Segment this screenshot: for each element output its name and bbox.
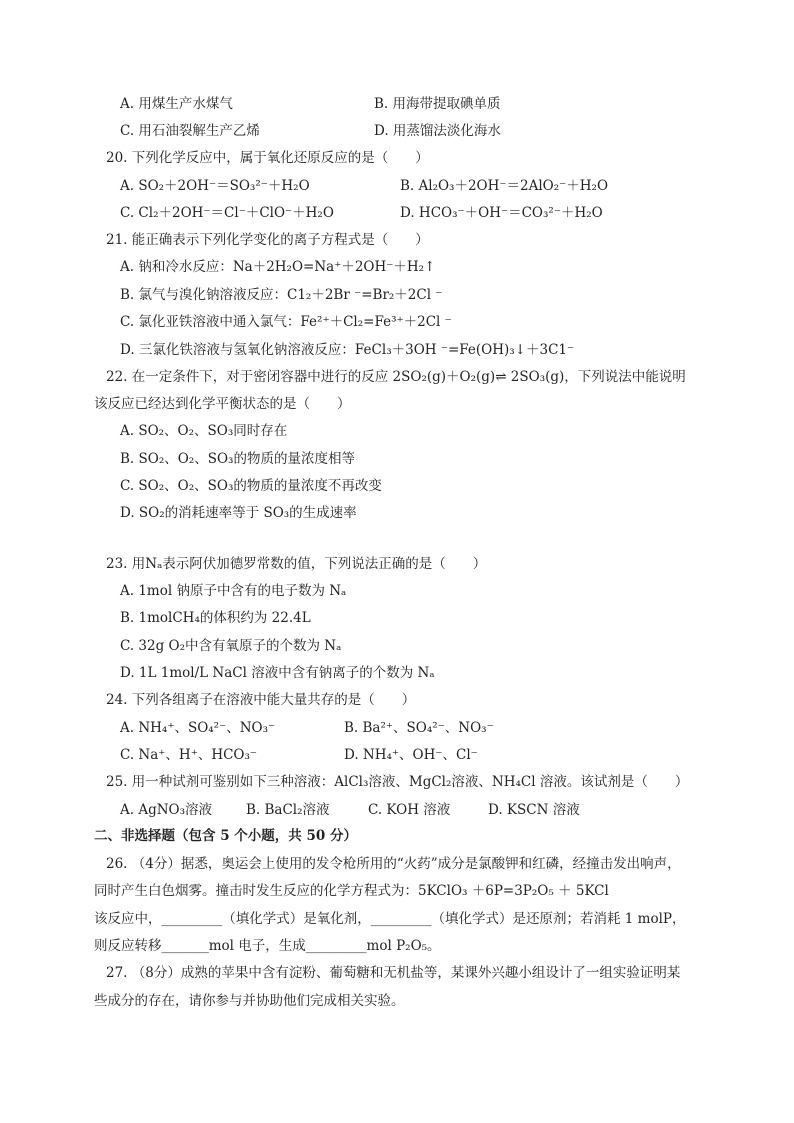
q22-option-d: D. SO₂的消耗速率等于 SO₃的生成速率	[120, 505, 357, 521]
q21-option-d: D. 三氯化铁溶液与氢氧化钠溶液反应：FeCl₃＋3OH ⁻=Fe(OH)₃↓＋3C1⁻	[120, 342, 575, 358]
q24-option-b: B. Ba²⁺、SO₄²⁻、NO₃⁻	[344, 720, 494, 736]
q19-option-d: D. 用蒸馏法淡化海水	[374, 123, 501, 139]
q23-stem: 23. 用Nₐ表示阿伏加德罗常数的值，下列说法正确的是（ ）	[106, 556, 487, 572]
q20-option-b: B. Al₂O₃＋2OH⁻＝2AlO₂⁻＋H₂O	[400, 178, 609, 194]
q22-option-a: A. SO₂、O₂、SO₃同时存在	[120, 423, 288, 439]
section-heading: 二、非选择题（包含 5 个小题，共 50 分）	[94, 828, 357, 844]
q22-stem-continued: 该反应已经达到化学平衡状态的是（ ）	[94, 396, 351, 412]
q19-option-b: B. 用海带提取碘单质	[374, 96, 501, 112]
q21-option-b: B. 氯气与溴化钠溶液反应：C1₂＋2Br ⁻=Br₂＋2Cl ⁻	[120, 287, 443, 303]
q23-option-d: D. 1L 1mol/L NaCl 溶液中含有钠离子的个数为 Nₐ	[120, 665, 435, 681]
q20-option-d: D. HCO₃⁻＋OH⁻＝CO₃²⁻＋H₂O	[400, 205, 603, 221]
q21-stem: 21. 能正确表示下列化学变化的离子方程式是（ ）	[106, 232, 429, 248]
q26-line-4: 则反应转移_______mol 电子，生成_________mol P₂O₅。	[94, 938, 441, 954]
q20-option-a: A. SO₂＋2OH⁻＝SO₃²⁻＋H₂O	[120, 178, 310, 194]
q21-option-c: C. 氯化亚铁溶液中通入氯气：Fe²⁺＋Cl₂=Fe³⁺＋2Cl ⁻	[120, 314, 452, 330]
q20-option-c: C. Cl₂＋2OH⁻＝Cl⁻＋ClO⁻＋H₂O	[120, 205, 334, 221]
q19-option-c: C. 用石油裂解生产乙烯	[120, 123, 260, 139]
q24-option-a: A. NH₄⁺、SO₄²⁻、NO₃⁻	[120, 720, 276, 736]
q22-stem: 22. 在一定条件下，对于密闭容器中进行的反应 2SO₂(g)＋O₂(g)⇌ 2SO₃(g)，下列说法中能说明	[106, 369, 686, 385]
q25-option-a: A. AgNO₃溶液	[120, 802, 213, 818]
q26-line-1: 26. （4分）据悉，奥运会上使用的发令枪所用的“火药”成分是氯酸钾和红磷，经撞击发出响声，	[106, 856, 681, 872]
q27-line-2: 些成分的存在，请你参与并协助他们完成相关实验。	[94, 993, 405, 1009]
q23-option-c: C. 32g O₂中含有氧原子的个数为 Nₐ	[120, 638, 342, 654]
q25-option-b: B. BaCl₂溶液	[246, 802, 330, 818]
q25-option-d: D. KSCN 溶液	[488, 802, 580, 818]
q24-stem: 24. 下列各组离子在溶液中能大量共存的是（ ）	[106, 692, 416, 708]
q26-line-2: 同时产生白色烟雾。撞击时发生反应的化学方程式为：5KClO₃ ＋6P=3P₂O₅ ＋ 5KCl	[94, 883, 609, 899]
q20-stem: 20. 下列化学反应中，属于氧化还原反应的是（ ）	[106, 150, 429, 166]
q26-line-3: 该反应中，_________（填化学式）是氧化剂，_________（填化学式）是还原剂；若消耗 1 molP，	[94, 911, 686, 927]
q27-line-1: 27. （8分）成熟的苹果中含有淀粉、葡萄糖和无机盐等，某课外兴趣小组设计了一组实验证明某	[106, 965, 681, 981]
q22-option-b: B. SO₂、O₂、SO₃的物质的量浓度相等	[120, 451, 355, 467]
q23-option-b: B. 1molCH₄的体积约为 22.4L	[120, 610, 311, 626]
q22-option-c: C. SO₂、O₂、SO₃的物质的量浓度不再改变	[120, 478, 382, 494]
q24-option-d: D. NH₄⁺、OH⁻、Cl⁻	[344, 747, 478, 763]
q25-option-c: C. KOH 溶液	[368, 802, 451, 818]
q25-stem: 25. 用一种试剂可鉴别如下三种溶液：AlCl₃溶液、MgCl₂溶液、NH₄Cl 溶液。该试剂是（ ）	[106, 774, 689, 790]
q19-option-a: A. 用煤生产水煤气	[120, 96, 233, 112]
q24-option-c: C. Na⁺、H⁺、HCO₃⁻	[120, 747, 258, 763]
q23-option-a: A. 1mol 钠原子中含有的电子数为 Nₐ	[120, 583, 347, 599]
q21-option-a: A. 钠和冷水反应：Na＋2H₂O=Na⁺＋2OH⁻＋H₂↑	[120, 259, 436, 275]
